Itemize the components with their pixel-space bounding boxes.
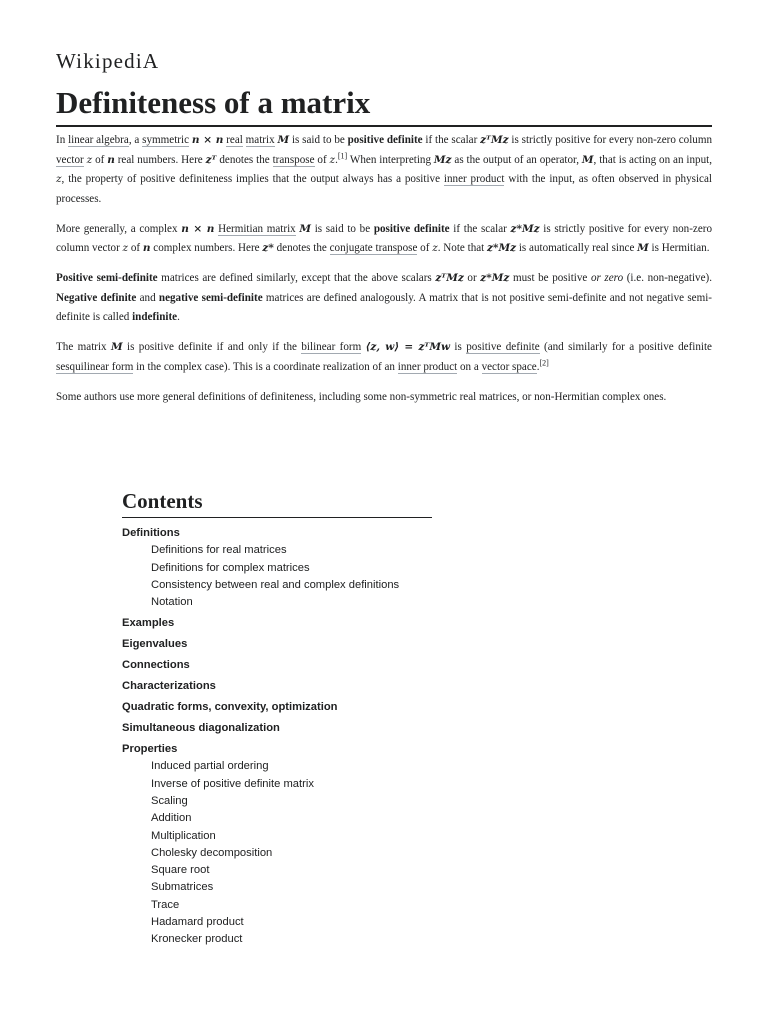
reference-1[interactable]: [1] (337, 150, 348, 160)
term-positive-definite: positive definite (373, 222, 450, 235)
toc-section (122, 699, 432, 716)
link-matrix[interactable]: matrix (245, 134, 275, 146)
toc-section (122, 720, 432, 737)
math-z: z (329, 153, 336, 166)
term-indefinite: indefinite (132, 311, 178, 323)
paragraph-complex: More generally, a complex n × n Hermitian matrix M is said to be positive definite if the scalar z*Mz is strictly positive for every non-zero column vector z of n complex numbers. Here z* denotes the conjugate transpose of z. Note that z*Mz is automatically real since M is Hermitian. (56, 222, 712, 254)
link-vector-space[interactable]: vector space (481, 360, 537, 373)
math-n-by-n: n × n (181, 222, 215, 235)
toc-subitem[interactable]: Definitions for real matrices (151, 544, 287, 557)
toc-subitem[interactable]: Multiplication (151, 829, 216, 842)
article-body (56, 131, 712, 418)
paragraph-intro: In linear algebra, a symmetric n × n real matrix M is said to be positive definite if the scalar zᵀMz is strictly positive for every non-zero column vector z of n real numbers. Here zᵀ denotes the transpose of z.[1] When interpreting Mz as the output of an operator, M, that is acting on an input, z, the property of positive definiteness implies that the output always has a positive inner product with the input, as often observed in physical processes. (56, 134, 712, 205)
link-bilinear-form[interactable]: bilinear form (301, 341, 362, 353)
toc-sublist (122, 542, 432, 611)
math-zstarMz: z*Mz (510, 222, 540, 235)
toc-item[interactable]: Definitions (122, 527, 180, 539)
toc-subitem[interactable]: Definitions for complex matrices (151, 561, 310, 574)
math-z: z (432, 242, 438, 254)
term-negative-definite: Negative definite (56, 291, 137, 304)
link-real[interactable]: real (226, 134, 243, 146)
page-title: Definiteness of a matrix (56, 83, 712, 127)
math-M: M (299, 222, 312, 235)
paragraph-bilinear: The matrix M is positive definite if and only if the bilinear form ⟨z, w⟩ = zᵀMw is positive definite (and similarly for a positive definite sesquilinear form in the complex case). This is a coordinate realization of an inner product on a vector space.[2] (56, 341, 712, 373)
math-Mz: Mz (433, 153, 452, 166)
link-vector[interactable]: vector (56, 153, 84, 166)
toc-subitem[interactable]: Consistency between real and complex definitions (151, 578, 400, 591)
math-n: n (107, 153, 115, 166)
link-hermitian-matrix[interactable]: Hermitian matrix (218, 222, 296, 235)
toc-item[interactable]: Properties (122, 743, 178, 756)
math-M: M (277, 134, 290, 146)
toc-subitem[interactable]: Trace (151, 898, 180, 911)
math-M: M (637, 242, 649, 254)
toc-item[interactable]: Examples (122, 617, 175, 630)
toc-section (122, 525, 432, 611)
table-of-contents (122, 486, 432, 952)
math-zstar: z* (262, 242, 274, 254)
link-conjugate-transpose[interactable]: conjugate transpose (329, 242, 418, 254)
toc-item[interactable]: Quadratic forms, convexity, optimization (122, 701, 338, 714)
math-zT: zᵀ (205, 153, 217, 166)
toc-subitem[interactable]: Inverse of positive definite matrix (151, 777, 314, 790)
toc-subitem[interactable]: Addition (151, 812, 192, 825)
math-n: n (142, 242, 151, 254)
link-symmetric[interactable]: symmetric (142, 134, 190, 146)
reference-2[interactable]: [2] (539, 357, 549, 367)
toc-section (122, 615, 432, 632)
toc-list (122, 525, 432, 949)
toc-item[interactable]: Connections (122, 659, 190, 672)
toc-subitem[interactable]: Square root (151, 864, 210, 877)
link-sesquilinear-form[interactable]: sesquilinear form (56, 360, 134, 373)
toc-subitem[interactable]: Hadamard product (151, 916, 244, 929)
math-zstarMz: z*Mz (487, 242, 517, 254)
toc-sublist (122, 758, 432, 948)
link-linear-algebra[interactable]: linear algebra (68, 134, 129, 146)
toc-subitem[interactable]: Cholesky decomposition (151, 846, 273, 859)
math-zstarMz: z*Mz (480, 272, 510, 284)
toc-item[interactable]: Eigenvalues (122, 638, 188, 651)
link-inner-product[interactable]: inner product (397, 360, 458, 373)
term-negative-semi-definite: negative semi-definite (158, 291, 263, 304)
toc-subitem[interactable]: Scaling (151, 794, 188, 807)
math-z: z (122, 242, 129, 254)
toc-item[interactable]: Simultaneous diagonalization (122, 722, 280, 735)
toc-section (122, 741, 432, 948)
paragraph-semidefinite: Positive semi-definite matrices are defined similarly, except that the above scalars zᵀMz or z*Mz must be positive or zero (i.e. non-negative). Negative definite and negative semi-definite matrices are defined analogously. A matrix that is not positive semi-definite and not negative semi-definite is called indefinite. (56, 272, 712, 323)
math-zTMz: zᵀMz (480, 134, 509, 146)
toc-title: Contents (122, 486, 432, 518)
emphasis-or-zero: or zero (590, 272, 624, 284)
toc-section (122, 636, 432, 653)
math-bilinear-form: ⟨z, w⟩ = zᵀMw (365, 341, 451, 353)
toc-subitem[interactable]: Submatrices (151, 881, 214, 894)
math-z: z (56, 173, 62, 185)
link-positive-definite[interactable]: positive definite (466, 341, 540, 353)
link-transpose[interactable]: transpose (272, 153, 315, 166)
toc-section (122, 657, 432, 674)
toc-subitem[interactable]: Kronecker product (151, 933, 243, 946)
math-z: z (86, 153, 93, 166)
math-n-by-n: n × n (191, 134, 224, 146)
toc-subitem[interactable]: Induced partial ordering (151, 760, 269, 773)
term-positive-definite: positive definite (347, 134, 423, 146)
toc-subitem[interactable]: Notation (151, 596, 193, 609)
toc-section (122, 678, 432, 695)
term-positive-semi-definite: Positive semi-definite (56, 272, 158, 284)
math-zTMz: zᵀMz (435, 272, 464, 284)
toc-item[interactable]: Characterizations (122, 680, 216, 693)
link-inner-product[interactable]: inner product (443, 173, 505, 185)
wikipedia-logo[interactable]: WikipediA (56, 49, 160, 73)
math-M: M (110, 341, 123, 353)
math-M: M (581, 153, 594, 166)
paragraph-other-definitions: Some authors use more general definitions of definiteness, including some non-symmetric real matrices, or non-Hermitian complex ones. (56, 390, 667, 403)
